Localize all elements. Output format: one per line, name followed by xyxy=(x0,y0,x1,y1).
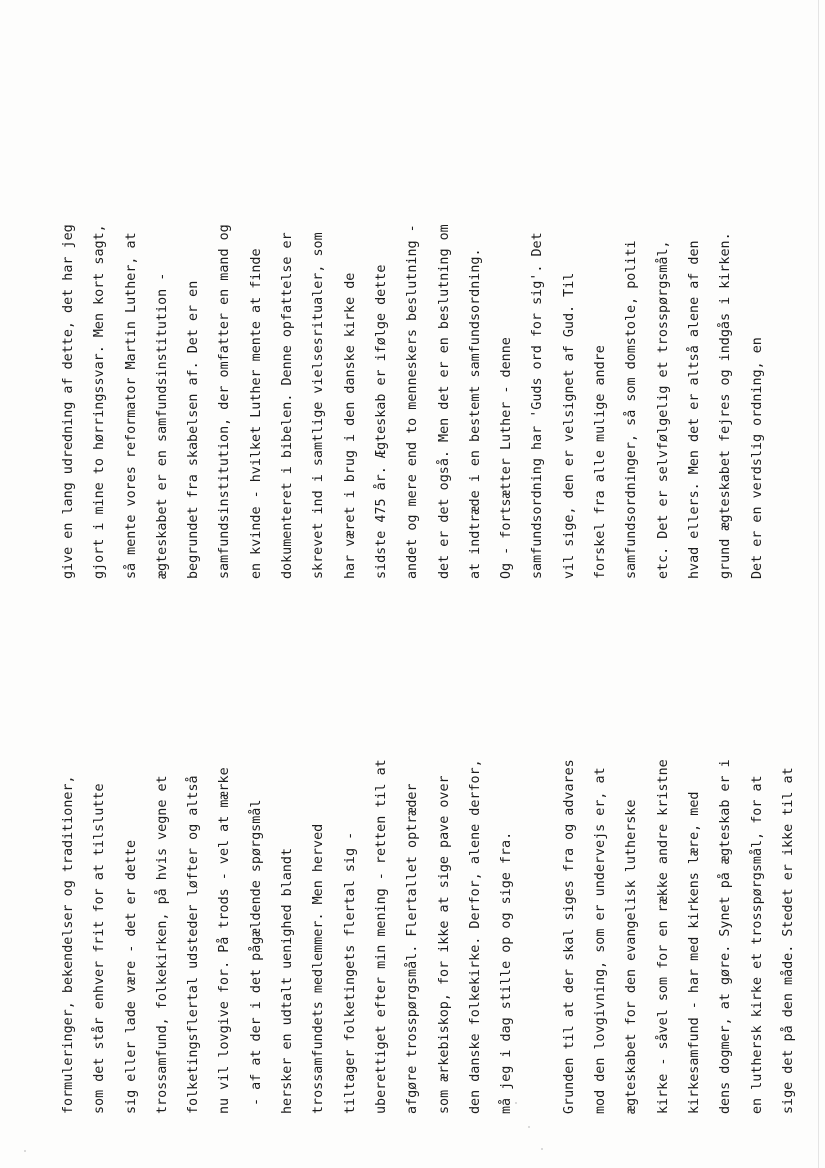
text-line: mod den lovgivning, som er undervejs er, at xyxy=(593,767,609,1114)
text-line: forskel fra alle mulige andre xyxy=(593,345,609,579)
text-line: har været i brug i den danske kirke de xyxy=(342,272,358,579)
text-line: hersker en udtalt uenighed blandt xyxy=(280,847,296,1114)
text-line: nu vil lovgive for. På trods - vel at mærke xyxy=(217,767,233,1114)
text-line: tiltager folketingets flertal sig - xyxy=(342,831,358,1114)
text-line: folketingsflertal udsteder løfter og altså xyxy=(186,775,202,1114)
text-line: gjort i mine to hørringssvar. Men kort sagt, xyxy=(92,224,108,579)
text-line: hvad ellers. Men det er altså alene af den xyxy=(686,240,702,579)
scan-speck xyxy=(515,1102,517,1104)
text-line: trossamfund, folkekirken, på hvis vegne et xyxy=(154,775,170,1114)
text-line: en luthersk kirke et trosspørgsmål, for at xyxy=(749,775,765,1114)
text-line: - af at der i det pågældende spørgsmål xyxy=(248,799,264,1114)
scan-speck xyxy=(541,1148,543,1150)
text-line: samfundsordning har 'Guds ord for sig'. Det xyxy=(530,232,546,579)
rotated-text-block xyxy=(53,54,796,1114)
text-line: dens dogmer, at gøre. Synet på ægteskab er i xyxy=(718,759,734,1114)
text-line: Det er en verdslig ordning, en xyxy=(749,337,765,579)
text-line: afgøre trosspørgsmål. Flertallet optræder xyxy=(405,783,421,1114)
text-line: så mente vores reformator Martin Luther, at xyxy=(123,232,139,579)
text-line: sige det på den måde. Stedet er ikke til at xyxy=(780,767,796,1114)
text-line xyxy=(522,614,553,1114)
text-line: dokumenteret i bibelen. Denne opfattelse er xyxy=(280,232,296,579)
text-line: sig eller lade være - det er dette xyxy=(123,839,139,1114)
text-line: ægteskabet er en samfundsinstitution - xyxy=(154,272,170,579)
text-line: andet og mere end to menneskers beslutning - xyxy=(405,224,421,579)
text-line: samfundsinstitution, der omfatter en mand og xyxy=(217,224,233,579)
left-text-column xyxy=(53,614,804,1114)
text-line: give en lang udredning af dette, det har jeg xyxy=(61,224,76,579)
text-line: at indtræde i en bestemt samfundsordning. xyxy=(467,248,483,579)
text-line: Og - fortsætter Luther - denne xyxy=(499,337,515,579)
text-line: etc. Det er selvfølgelig et trosspørgsmål, xyxy=(655,240,671,579)
text-line: skrevet ind i samtlige vielsesritualer, som xyxy=(311,232,327,579)
text-line: som ærkebiskop, for ikke at sige pave over xyxy=(436,775,452,1114)
text-line: sidste 475 år. Ægteskab er ifølge dette xyxy=(373,264,389,579)
page-edge xyxy=(818,0,819,1168)
text-line: grund ægteskabet fejres og indgås i kirken. xyxy=(718,232,734,579)
text-line: samfundsordninger, så som domstole, politi xyxy=(624,240,640,579)
text-line: Grunden til at der skal siges fra og advares xyxy=(561,759,577,1114)
text-line: begrundet fra skabelsen af. Det er en xyxy=(186,280,202,579)
text-line: trossamfundets medlemmer. Men herved xyxy=(311,823,327,1114)
text-line: en kvinde - hvilket Luther mente at finde xyxy=(248,248,264,579)
text-line: som det står enhver frit for at tilslutte xyxy=(92,783,108,1114)
right-text-column xyxy=(53,54,773,579)
text-line: uberettiget efter min mening - retten til at xyxy=(373,759,389,1114)
text-line: ægteskabet for den evangelisk lutherske xyxy=(624,799,640,1114)
text-line: formuleringer, bekendelser og traditioner, xyxy=(61,775,76,1114)
text-line: kirkesamfund - har med kirkens lære, med xyxy=(686,791,702,1114)
scan-speck xyxy=(24,1150,26,1152)
text-line: det er det også. Men det er en beslutning om xyxy=(436,224,452,579)
text-line: den danske folkekirke. Derfor, alene derfor, xyxy=(467,759,483,1114)
text-line: må jeg i dag stille op og sige fra. xyxy=(499,831,515,1114)
text-line: vil sige, den er velsignet af Gud. Til xyxy=(561,272,577,579)
scan-speck xyxy=(528,1126,530,1128)
text-line: kirke - såvel som for en række andre kristne xyxy=(655,759,671,1114)
